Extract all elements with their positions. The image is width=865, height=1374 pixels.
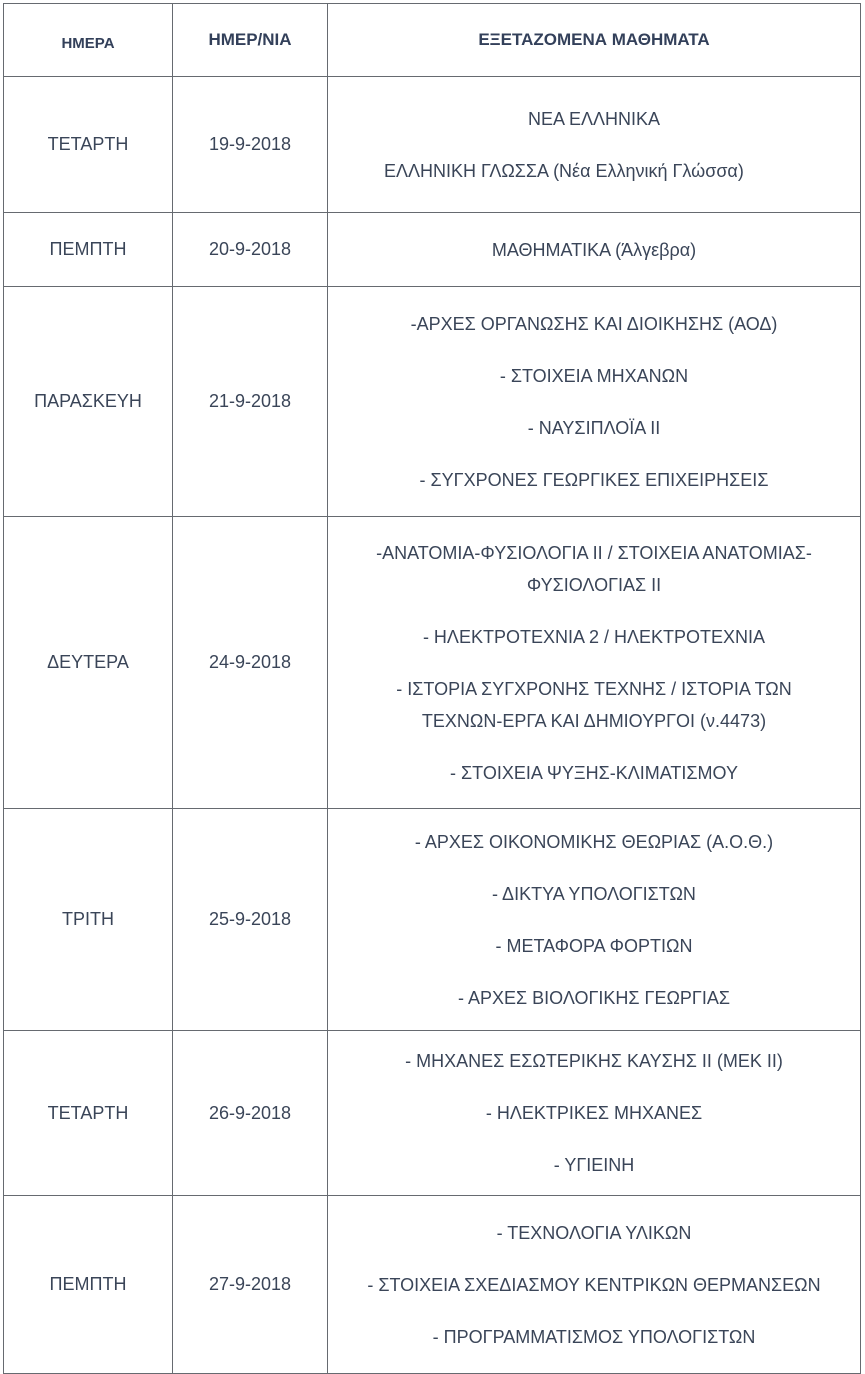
table-body — [4, 77, 861, 1374]
header-date: ΗΜΕΡ/ΝΙΑ — [173, 4, 328, 77]
subject-item: - ΜΗΧΑΝΕΣ ΕΣΩΤΕΡΙΚΗΣ ΚΑΥΣΗΣ ΙΙ (ΜΕΚ ΙΙ) — [405, 1051, 783, 1071]
day-cell: ΠΑΡΑΣΚΕΥΗ — [4, 287, 173, 517]
subject-item: - ΔΙΚΤΥΑ ΥΠΟΛΟΓΙΣΤΩΝ — [492, 883, 696, 904]
subject-item: - ΗΛΕΚΤΡΟΤΕΧΝΙΑ 2 / ΗΛΕΚΤΡΟΤΕΧΝΙΑ — [422, 626, 766, 647]
day-cell: ΠΕΜΠΤΗ — [4, 1196, 173, 1374]
header-subjects: ΕΞΕΤΑΖΟΜΕΝΑ ΜΑΘΗΜΑΤΑ — [328, 4, 861, 77]
day-cell: ΤΕΤΑΡΤΗ — [4, 77, 173, 213]
subject-item: - ΝΑΥΣΙΠΛΟΪΑ ΙΙ — [527, 417, 661, 438]
header-day: ΗΜΕΡΑ — [4, 4, 173, 77]
exam-schedule-table — [3, 3, 861, 1374]
subject-item: -ΑΝΑΤΟΜΙΑ-ΦΥΣΙΟΛΟΓΙΑ ΙΙ / ΣΤΟΙΧΕΙΑ ΑΝΑΤΟΜΙΑΣ-ΦΥΣΙΟΛΟΓΙΑΣ ΙΙ — [376, 542, 812, 595]
subjects-cell — [328, 287, 861, 517]
table-row — [4, 287, 861, 517]
subjects-cell — [328, 517, 861, 809]
subject-item: - ΑΡΧΕΣ ΟΙΚΟΝΟΜΙΚΗΣ ΘΕΩΡΙΑΣ (Α.Ο.Θ.) — [414, 831, 774, 852]
subjects-cell — [328, 1031, 861, 1196]
date-cell: 20-9-2018 — [173, 213, 328, 287]
subject-item: - ΣΤΟΙΧΕΙΑ ΣΧΕΔΙΑΣΜΟΥ ΚΕΝΤΡΙΚΩΝ ΘΕΡΜΑΝΣΕΩΝ — [367, 1274, 821, 1295]
day-cell: ΤΡΙΤΗ — [4, 809, 173, 1031]
subject-item: ΜΑΘΗΜΑΤΙΚΑ (Άλγεβρα) — [491, 239, 697, 260]
subject-item: -ΑΡΧΕΣ ΟΡΓΑΝΩΣΗΣ ΚΑΙ ΔΙΟΙΚΗΣΗΣ (ΑΟΔ) — [410, 313, 778, 334]
subjects-cell — [328, 809, 861, 1031]
subject-item: ΝΕΑ ΕΛΛΗΝΙΚΑ — [527, 108, 661, 129]
subject-item: - ΣΥΓΧΡΟΝΕΣ ΓΕΩΡΓΙΚΕΣ ΕΠΙΧΕΙΡΗΣΕΙΣ — [419, 469, 769, 490]
table-row — [4, 77, 861, 213]
table-header-row — [4, 4, 861, 77]
table-row — [4, 809, 861, 1031]
date-cell: 26-9-2018 — [173, 1031, 328, 1196]
date-cell: 19-9-2018 — [173, 77, 328, 213]
date-cell: 27-9-2018 — [173, 1196, 328, 1374]
subject-item: - ΣΤΟΙΧΕΙΑ ΨΥΞΗΣ-ΚΛΙΜΑΤΙΣΜΟΥ — [450, 762, 738, 783]
subject-item: - ΙΣΤΟΡΙΑ ΣΥΓΧΡΟΝΗΣ ΤΕΧΝΗΣ / ΙΣΤΟΡΙΑ ΤΩΝ ΤΕΧΝΩΝ-ΕΡΓΑ ΚΑΙ ΔΗΜΙΟΥΡΓΟΙ (ν.4473) — [396, 678, 792, 731]
subjects-cell — [328, 1196, 861, 1374]
date-cell: 21-9-2018 — [173, 287, 328, 517]
subject-item: - ΠΡΟΓΡΑΜΜΑΤΙΣΜΟΣ ΥΠΟΛΟΓΙΣΤΩΝ — [432, 1326, 756, 1347]
subject-item: - ΥΓΙΕΙΝΗ — [553, 1155, 635, 1175]
day-cell: ΠΕΜΠΤΗ — [4, 213, 173, 287]
table-row — [4, 1031, 861, 1196]
day-cell: ΤΕΤΑΡΤΗ — [4, 1031, 173, 1196]
table-row — [4, 517, 861, 809]
subject-item: - ΜΕΤΑΦΟΡΑ ΦΟΡΤΙΩΝ — [495, 935, 693, 956]
subjects-cell — [328, 213, 861, 287]
date-cell: 24-9-2018 — [173, 517, 328, 809]
subject-item: - ΣΤΟΙΧΕΙΑ ΜΗΧΑΝΩΝ — [499, 365, 689, 386]
subject-item: - ΗΛΕΚΤΡΙΚΕΣ ΜΗΧΑΝΕΣ — [485, 1103, 703, 1123]
day-cell: ΔΕΥΤΕΡΑ — [4, 517, 173, 809]
subjects-cell — [328, 77, 861, 213]
subject-item: - ΑΡΧΕΣ ΒΙΟΛΟΓΙΚΗΣ ΓΕΩΡΓΙΑΣ — [458, 987, 730, 1008]
subject-item: - ΤΕΧΝΟΛΟΓΙΑ ΥΛΙΚΩΝ — [496, 1222, 692, 1243]
date-cell: 25-9-2018 — [173, 809, 328, 1031]
subject-item: ΕΛΛΗΝΙΚΗ ΓΛΩΣΣΑ (Νέα Ελληνική Γλώσσα) — [384, 160, 744, 181]
table-row — [4, 213, 861, 287]
table-row — [4, 1196, 861, 1374]
